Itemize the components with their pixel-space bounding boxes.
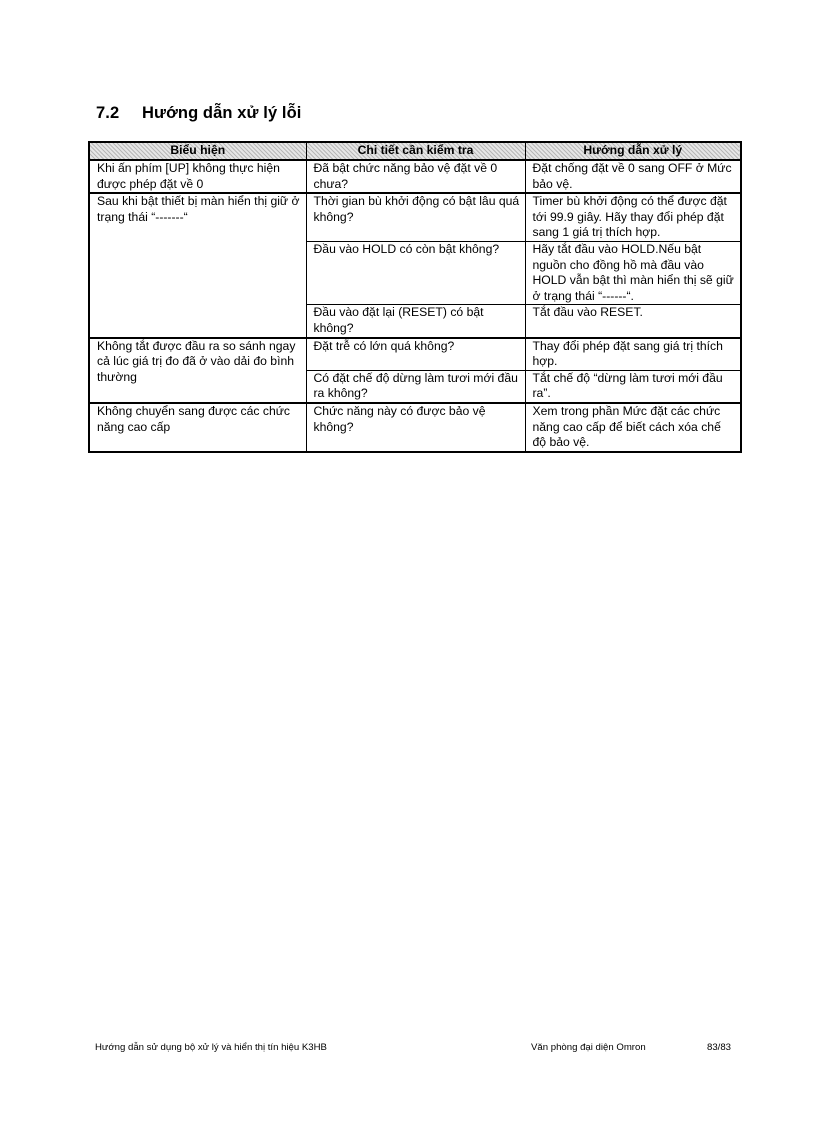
header-remedy: Hướng dẫn xử lý: [525, 142, 741, 160]
check-cell: [306, 160, 525, 193]
remedy-cell: [525, 305, 741, 338]
symptom-cell: [89, 193, 306, 337]
symptom-cell: [89, 160, 306, 193]
remedy-cell: [525, 193, 741, 241]
remedy-text: Hãy tắt đầu vào HOLD.Nếu bật nguồn cho đồng hồ mà đầu vào HOLD vẫn bật thì màn hiển thị sẽ giữ ở trạng thái “------“.: [532, 241, 734, 303]
remedy-cell: [525, 338, 741, 371]
symptom-cell: [89, 403, 306, 452]
remedy-text: Đặt chống đặt về 0 sang OFF ở Mức bảo vệ.: [532, 161, 732, 191]
check-cell: [306, 193, 525, 241]
section-title: Hướng dẫn xử lý lỗi: [142, 104, 302, 122]
header-check-details: Chi tiết cần kiểm tra: [306, 142, 525, 160]
troubleshooting-table: [88, 141, 742, 453]
table-header-row: [89, 142, 741, 160]
remedy-cell: [525, 403, 741, 452]
check-cell: [306, 403, 525, 452]
remedy-cell: [525, 370, 741, 403]
symptom-text: Không tắt được đầu ra so sánh ngay cả lúc giá trị đo đã ở vào dải đo bình thường: [97, 338, 296, 384]
check-text: Thời gian bù khởi động có bật lâu quá không?: [313, 194, 520, 224]
check-text: Đã bật chức năng bảo vệ đặt về 0 chưa?: [313, 161, 498, 191]
remedy-text: Timer bù khởi động có thể được đặt tới 99.9 giây. Hãy thay đổi phép đặt sang 1 giá trị thích hợp.: [532, 194, 727, 240]
remedy-cell: [525, 241, 741, 304]
symptom-text: Không chuyển sang được các chức năng cao cấp: [97, 403, 291, 434]
check-cell: [306, 305, 525, 338]
check-text: Chức năng này có được bảo vệ không?: [313, 403, 486, 434]
check-cell: [306, 338, 525, 371]
check-text: Đầu vào HOLD có còn bật không?: [313, 241, 500, 256]
remedy-text: Tắt đầu vào RESET.: [532, 305, 643, 320]
check-text: Đặt trễ có lớn quá không?: [313, 338, 455, 353]
table-row: [89, 338, 741, 371]
remedy-text: Tắt chế độ “dừng làm tươi mới đầu ra”.: [532, 370, 723, 401]
symptom-text: Sau khi bật thiết bị màn hiển thị giữ ở trạng thái “-------“: [97, 194, 300, 224]
check-cell: [306, 241, 525, 304]
symptom-cell: [89, 338, 306, 403]
check-text: Có đặt chế độ dừng làm tươi mới đầu ra không?: [313, 370, 518, 401]
section-number: 7.2: [96, 104, 120, 122]
table-row: [89, 193, 741, 241]
remedy-text: Xem trong phần Mức đặt các chức năng cao cấp để biết cách xóa chế độ bảo vệ.: [532, 403, 721, 450]
table-row: [89, 403, 741, 452]
footer-document-title: Hướng dẫn sử dụng bộ xử lý và hiển thị tín hiệu K3HB: [95, 1042, 327, 1053]
check-cell: [306, 370, 525, 403]
remedy-cell: [525, 160, 741, 193]
footer-office: Văn phòng đại diện Omron: [531, 1042, 646, 1053]
check-text: Đầu vào đặt lại (RESET) có bật không?: [313, 305, 484, 335]
table-row: [89, 160, 741, 193]
header-symptom: Biểu hiện: [89, 142, 306, 160]
symptom-text: Khi ấn phím [UP] không thực hiện được phép đặt về 0: [97, 161, 280, 191]
section-heading: [96, 104, 301, 123]
remedy-text: Thay đổi phép đặt sang giá trị thích hợp.: [532, 338, 723, 369]
footer-page-number: 83/83: [707, 1042, 732, 1053]
